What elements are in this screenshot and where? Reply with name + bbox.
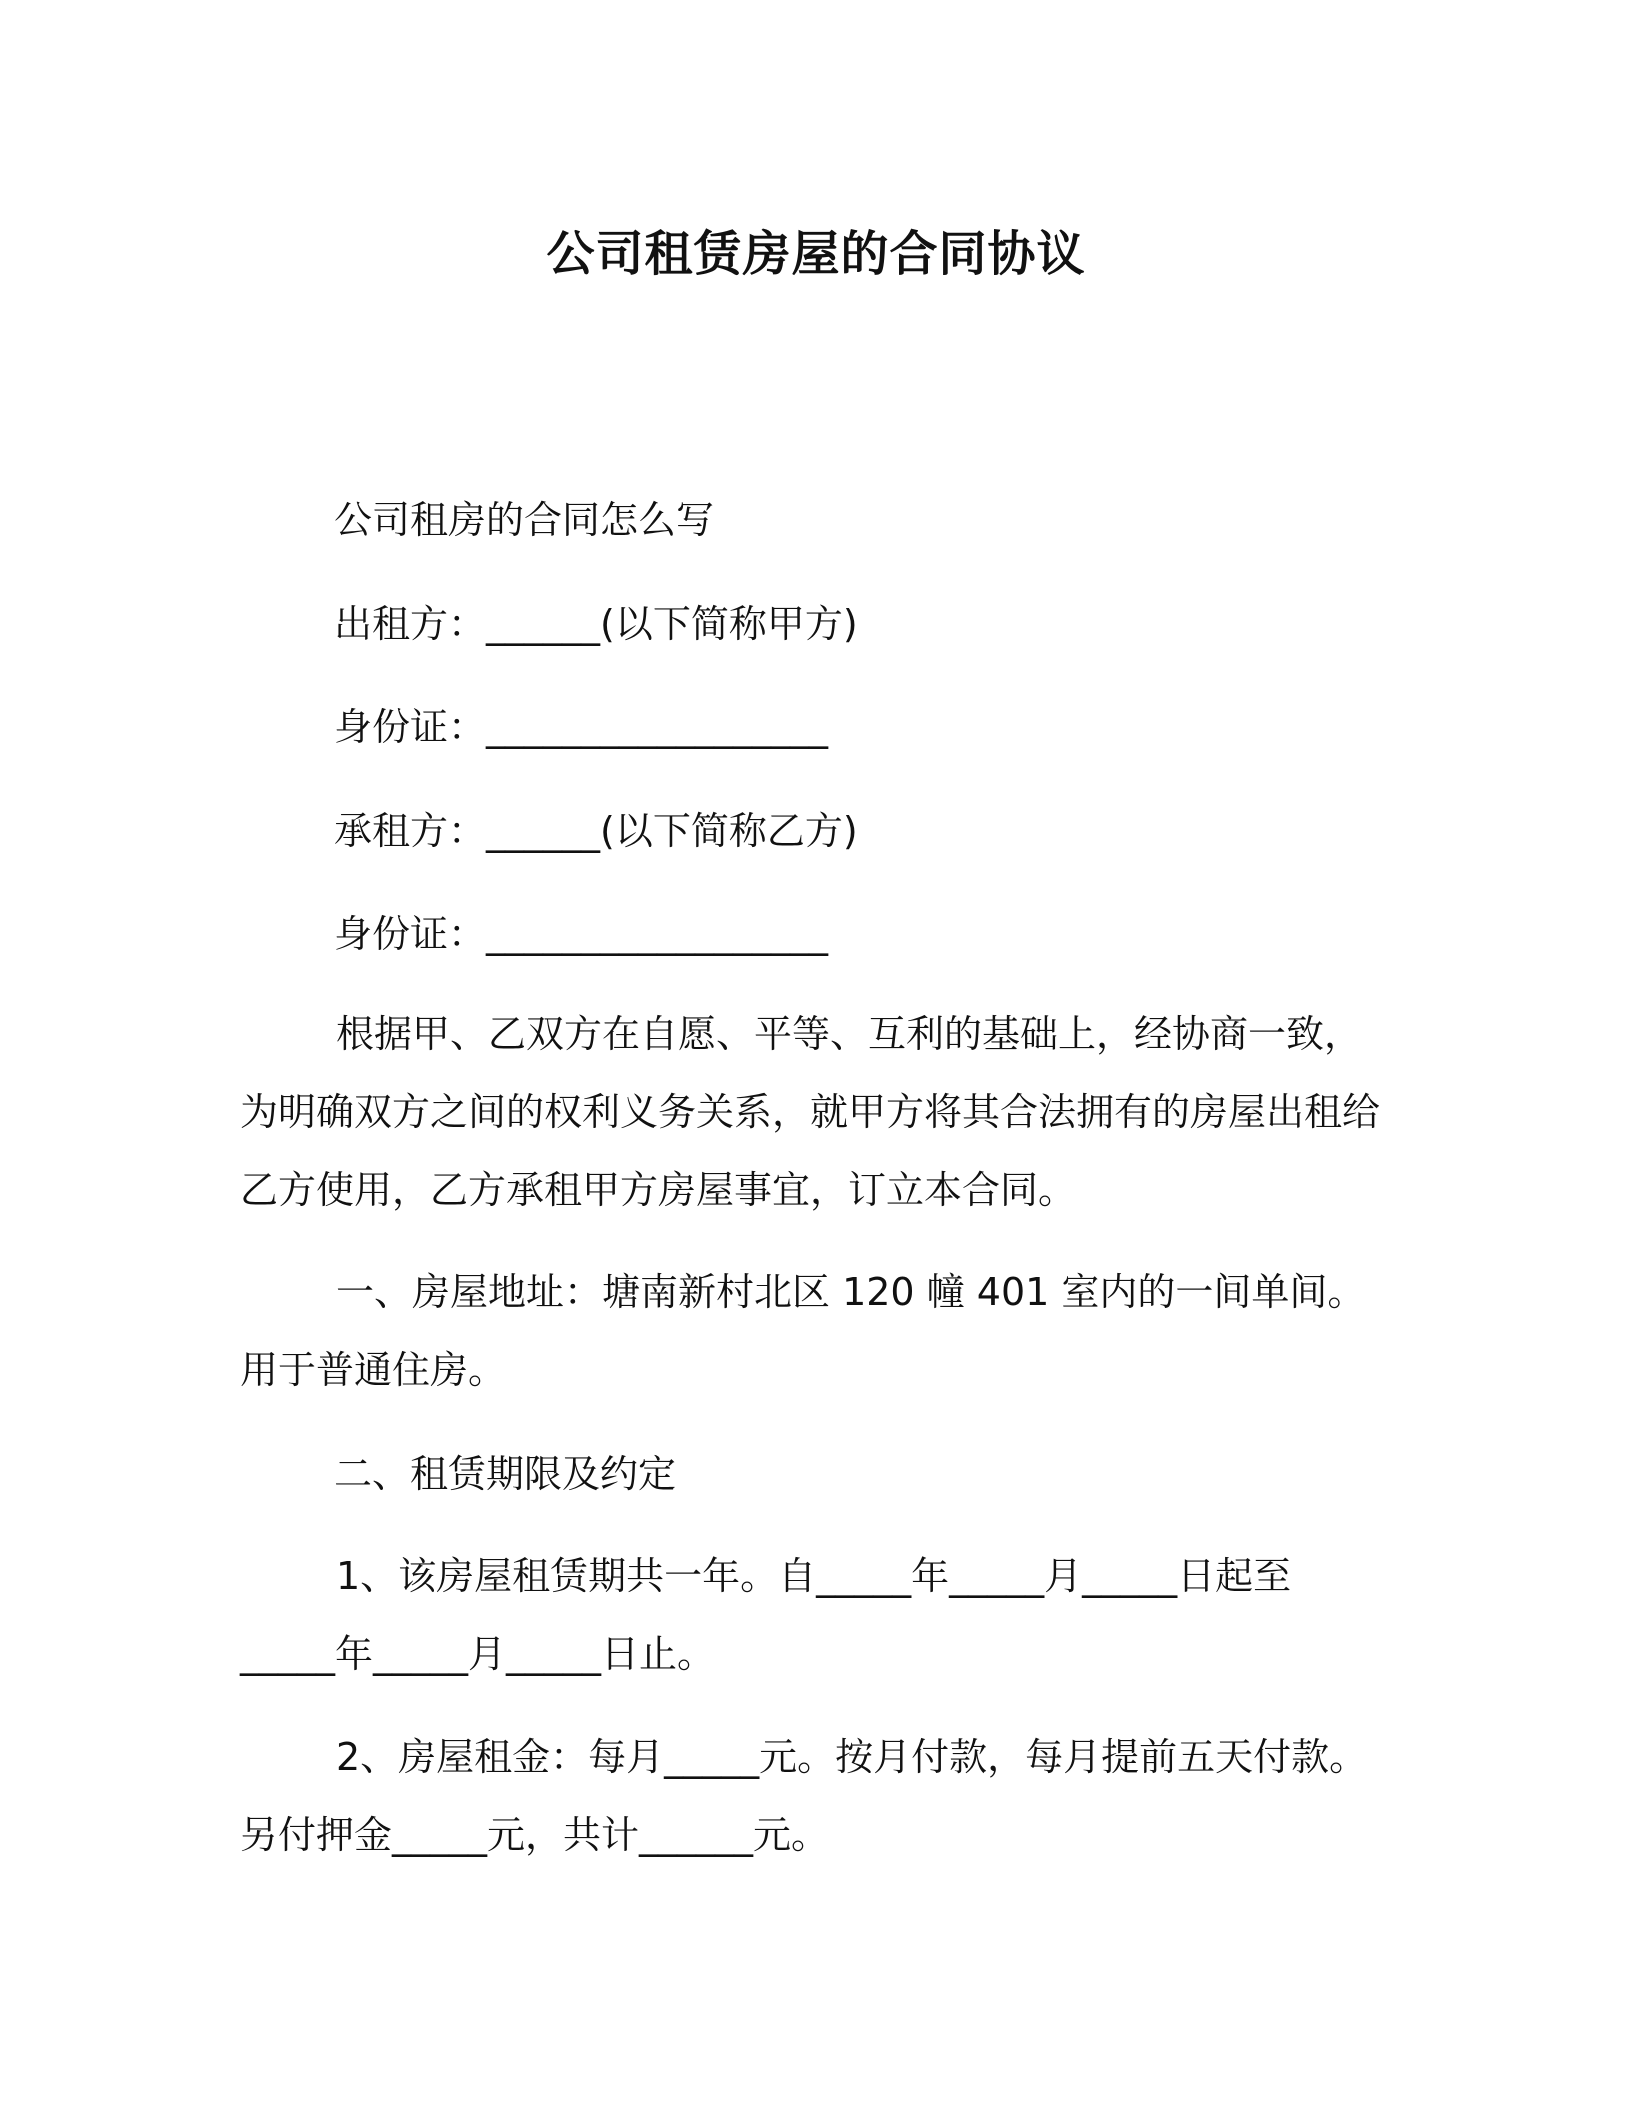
lessor-line: 出租方：______(以下简称甲方) bbox=[334, 602, 858, 646]
lessor-id-line: 身份证：__________________ bbox=[334, 705, 829, 749]
lessee-id-line: 身份证：__________________ bbox=[334, 912, 829, 956]
lessee-line: 承租方：______(以下简称乙方) bbox=[334, 809, 858, 853]
document-title: 公司租赁房屋的合同协议 bbox=[546, 226, 1086, 282]
document-subtitle: 公司租房的合同怎么写 bbox=[334, 498, 715, 542]
clause-1-paragraph: 一、房屋地址：塘南新村北区 120 幢 401 室内的一间单间。用于普通住房。 bbox=[240, 1270, 1366, 1392]
intro-paragraph: 根据甲、乙双方在自愿、平等、互利的基础上，经协商一致，为明确双方之间的权利义务关系，就甲方将其合法拥有的房屋出租给乙方使用，乙方承租甲方房屋事宜，订立本合同。 bbox=[240, 1012, 1381, 1212]
clause-2-item-2-paragraph: 2、房屋租金：每月_____元。按月付款，每月提前五天付款。另付押金_____元，共计______元。 bbox=[240, 1735, 1368, 1857]
clause-2-heading: 二、租赁期限及约定 bbox=[334, 1452, 677, 1496]
clause-2-item-1-paragraph: 1、该房屋租赁期共一年。自_____年_____月_____日起至_____年_____月_____日止。 bbox=[240, 1554, 1292, 1676]
